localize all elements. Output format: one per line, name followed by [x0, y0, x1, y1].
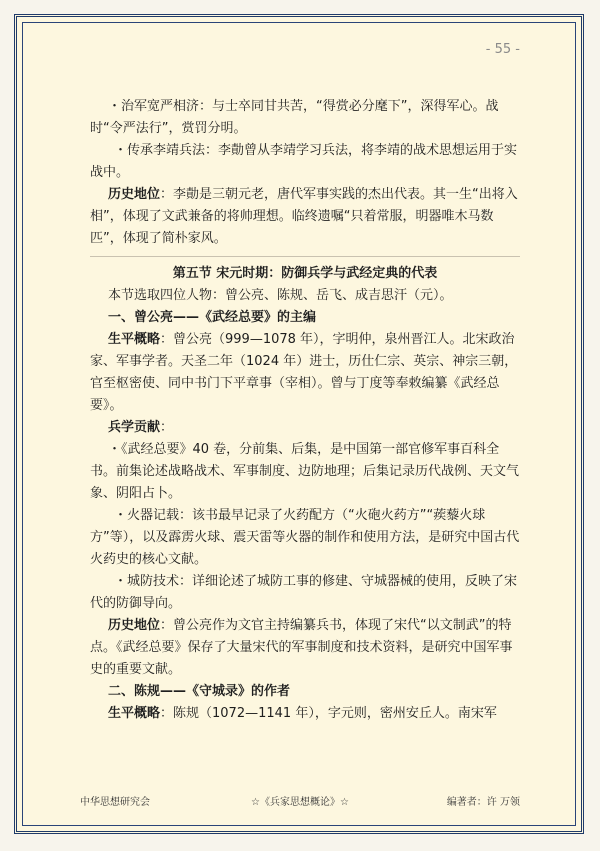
paragraph	[90, 184, 520, 250]
paragraph-text: ：曾公亮（999—1078 年），字明仲，泉州晋江人。北宋政治家、军事学者。天圣二年（1024 年）进士，历仕仁宗、英宗、神宗三朝，官至枢密使、同中书门下平章事（宰相）。曾与丁度等奉敕编纂《武经总要》。	[90, 332, 518, 413]
paragraph	[90, 329, 520, 417]
label-bio: 生平概略	[108, 706, 161, 721]
paragraph	[90, 703, 520, 725]
paragraph	[90, 417, 520, 439]
section-title: 第五节 宋元时期：防御兵学与武经定典的代表	[172, 266, 438, 281]
subheading: 二、陈规——《守城录》的作者	[108, 684, 291, 699]
paragraph-text: ：李勣是三朝元老，唐代军事实践的杰出代表。其一生“出将入相”，体现了文武兼备的将帅理想。临终遗嘱“只着常服，明器唯木马数匹”，体现了简朴家风。	[90, 187, 518, 246]
document-body	[90, 96, 520, 725]
bullet-item: ・《武经总要》40 卷，分前集、后集，是中国第一部官修军事百科全书。前集论述战略战术、军事制度、边防地理；后集记录历代战例、天文气象、阴阳占卜。	[90, 442, 520, 501]
footer-author: 编著者：许 万领	[446, 797, 520, 808]
bullet-item: ・城防技术：详细论述了城防工事的修建、守城器械的使用，反映了宋代的防御导向。	[90, 574, 518, 611]
label-bio: 生平概略	[108, 332, 161, 347]
paragraph: ・治军宽严相济：与士卒同甘共苦，“得赏必分麾下”，深得军心。战时“令严法行”，赏罚分明。	[90, 99, 499, 136]
bullet-item: ・火器记载：该书最早记录了火药配方（“火砲火药方”“蒺藜火球方”等），以及霹雳火球、震天雷等火器的制作和使用方法，是研究中国古代火药史的核心文献。	[90, 508, 520, 567]
section-intro: 本节选取四位人物：曾公亮、陈规、岳飞、成吉思汗（元）。	[108, 288, 453, 303]
page-number: - 55 -	[485, 42, 520, 57]
label-historical-status: 历史地位	[108, 187, 161, 202]
footer-book-title: ☆《兵家思想概论》☆	[251, 797, 349, 808]
footer-organization: 中华思想研究会	[80, 797, 150, 808]
colon: ：	[160, 420, 174, 435]
paragraph	[90, 615, 520, 681]
paragraph: ・传承李靖兵法：李勣曾从李靖学习兵法，将李靖的战术思想运用于实战中。	[90, 143, 518, 180]
paragraph-text: ：陈规（1072—1141 年），字元则，密州安丘人。南宋军	[160, 706, 497, 721]
label-historical-status: 历史地位	[108, 618, 161, 633]
section-divider	[90, 256, 520, 257]
paragraph-text: ：曾公亮作为文官主持编纂兵书，体现了宋代“以文制武”的特点。《武经总要》保存了大量宋代的军事制度和技术资料，是研究中国军事史的重要文献。	[90, 618, 513, 677]
label-contribution: 兵学贡献	[108, 420, 161, 435]
subheading: 一、曾公亮——《武经总要》的主编	[108, 310, 317, 325]
